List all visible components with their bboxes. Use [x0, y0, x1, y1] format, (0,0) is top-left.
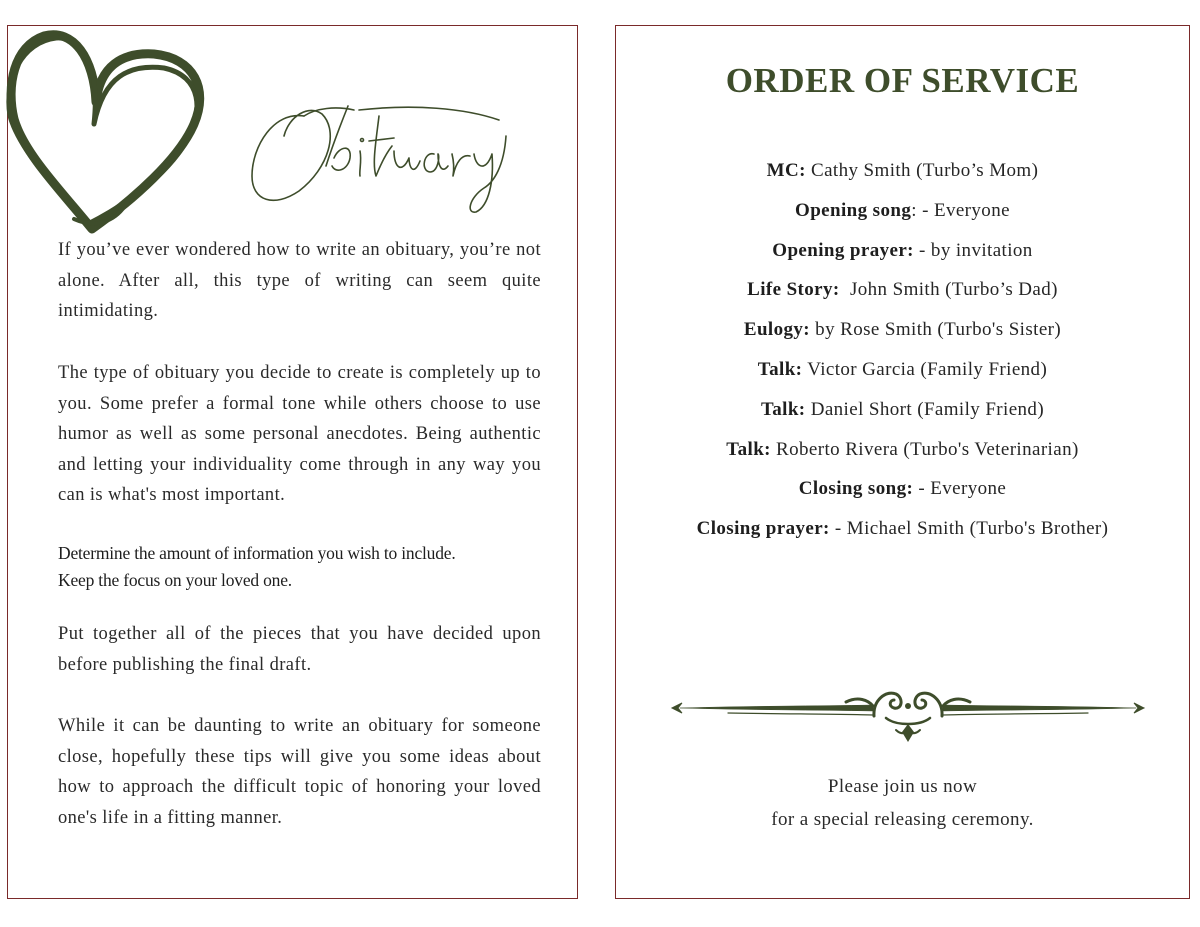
service-item — [616, 356, 1189, 396]
obituary-panel — [7, 25, 578, 899]
service-role: MC: — [766, 160, 806, 181]
service-role: Opening prayer: — [772, 239, 914, 261]
service-role: Closing prayer: — [696, 518, 830, 540]
obituary-paragraph: The type of obituary you decide to create is completely up to you. Some prefer a formal tone while others choose to use humor as well as some personal anecdotes. Being authentic and letting your individuality come through in any way you can is what's most important. — [58, 363, 541, 505]
obituary-script-title — [244, 96, 514, 221]
obituary-tip: Determine the amount of information you wish to include. — [58, 543, 456, 563]
service-role: Eulogy: — [743, 319, 811, 341]
service-item — [616, 197, 1189, 237]
service-item — [616, 237, 1189, 277]
service-item — [616, 436, 1189, 476]
service-detail: - Michael Smith (Turbo's Brother) — [829, 518, 1109, 540]
service-title: ORDER OF SERVICE — [725, 61, 1080, 100]
service-item — [616, 316, 1189, 356]
service-role: Opening song — [795, 199, 912, 221]
order-of-service-panel — [615, 25, 1190, 899]
service-role: Talk: — [757, 358, 803, 380]
service-role: Talk: — [726, 438, 771, 460]
service-item — [616, 396, 1189, 436]
service-item — [616, 276, 1189, 316]
service-item — [616, 475, 1189, 515]
service-detail: : - Everyone — [911, 199, 1010, 221]
obituary-tip: Keep the focus on your loved one. — [58, 570, 292, 590]
service-role: Talk: — [760, 398, 806, 420]
service-role: Closing song: — [798, 478, 914, 500]
service-detail: - by invitation — [913, 239, 1033, 261]
service-detail: Daniel Short (Family Friend) — [805, 398, 1045, 420]
closing-line: for a special releasing ceremony. — [771, 809, 1034, 830]
service-detail: - Everyone — [913, 478, 1007, 500]
flourish-divider-icon — [668, 686, 1148, 746]
closing-line: Please join us now — [827, 776, 978, 797]
service-detail: by Rose Smith (Turbo's Sister) — [810, 319, 1062, 341]
service-detail: Roberto Rivera (Turbo's Veterinarian) — [770, 438, 1079, 460]
service-detail: Cathy Smith (Turbo’s Mom) — [805, 160, 1039, 181]
service-item — [616, 515, 1189, 555]
obituary-paragraph: If you’ve ever wondered how to write an obituary, you’re not alone. After all, this type of writing can seem quite intimidating. — [58, 240, 541, 321]
service-list — [616, 157, 1189, 555]
service-detail: John Smith (Turbo’s Dad) — [839, 279, 1058, 301]
service-item — [616, 157, 1189, 197]
service-detail: Victor Garcia (Family Friend) — [802, 358, 1048, 380]
obituary-paragraph: Put together all of the pieces that you have decided upon before publishing the final draft. — [58, 624, 541, 675]
heart-icon — [4, 24, 214, 236]
service-role: Life Story: — [747, 279, 840, 301]
obituary-paragraph: While it can be daunting to write an obituary for someone close, hopefully these tips will give you some ideas about how to approach the difficult topic of honoring your loved one's life in a fitting manner. — [58, 716, 541, 828]
